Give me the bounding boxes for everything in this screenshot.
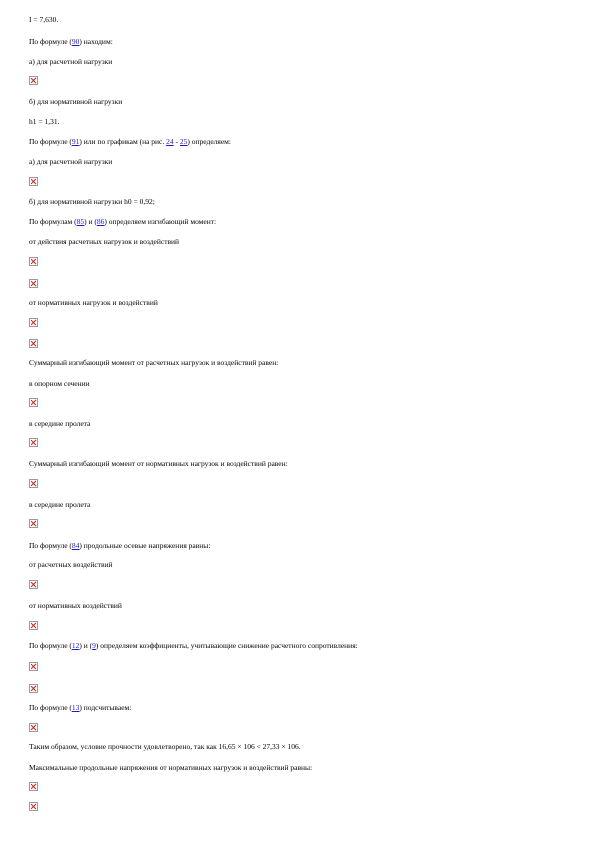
paragraph (29, 217, 216, 227)
close-x-icon (31, 440, 36, 445)
close-x-icon (31, 341, 36, 346)
formula-reference-link[interactable]: 13 (71, 703, 80, 712)
paragraph-text: ) определяем коэффициенты, учитывающие снижение расчетного сопротивления: (95, 641, 358, 650)
paragraph-text: Максимальные продольные напряжения от нормативных нагрузок и воздействий равны: (29, 763, 313, 772)
paragraph (29, 601, 122, 611)
broken-image-icon (29, 684, 38, 693)
paragraph-text: ) определяем изгибающий момент: (104, 217, 217, 226)
close-x-icon (31, 78, 36, 83)
paragraph-text: Суммарный изгибающий момент от расчетных нагрузок и воздействий равен: (29, 358, 279, 367)
paragraph-text: ) подсчитываем: (79, 703, 132, 712)
paragraph (29, 97, 122, 107)
paragraph-text: ) или по графикам (на рис. (79, 137, 167, 146)
paragraph (29, 137, 231, 147)
close-x-icon (31, 623, 36, 628)
broken-image-icon (29, 279, 38, 288)
formula-reference-link[interactable]: 91 (71, 137, 80, 146)
broken-image-icon (29, 257, 38, 266)
paragraph-text: Таким образом, условие прочности удовлетворено, так как 16,65 × 106 < 27,33 × 106. (29, 742, 301, 751)
broken-image-icon (29, 339, 38, 348)
formula-reference-link[interactable]: 86 (96, 217, 105, 226)
close-x-icon (31, 179, 36, 184)
formula-reference-link[interactable]: 24 (166, 137, 174, 146)
paragraph-text: б) для нормативной нагрузки h0 = 0,92; (29, 197, 155, 206)
paragraph (29, 298, 158, 308)
paragraph-text: h1 = 1,31. (29, 117, 60, 126)
paragraph-text: ) определяем: (187, 137, 232, 146)
broken-image-icon (29, 802, 38, 811)
paragraph-text: в опорном сечении (29, 379, 90, 388)
close-x-icon (31, 281, 36, 286)
paragraph-text: от нормативных нагрузок и воздействий (29, 298, 158, 307)
paragraph (29, 157, 112, 167)
paragraph (29, 57, 112, 67)
close-x-icon (31, 320, 36, 325)
paragraph-text: б) для нормативной нагрузки (29, 97, 123, 106)
formula-reference-link[interactable]: 84 (71, 541, 80, 550)
paragraph-text: По формулам ( (29, 217, 77, 226)
paragraph (29, 237, 179, 247)
paragraph (29, 703, 131, 713)
close-x-icon (31, 725, 36, 730)
close-x-icon (31, 521, 36, 526)
paragraph (29, 500, 90, 510)
paragraph (29, 197, 155, 207)
close-x-icon (31, 784, 36, 789)
paragraph-text: Суммарный изгибающий момент от нормативных нагрузок и воздействий равен: (29, 459, 288, 468)
broken-image-icon (29, 479, 38, 488)
paragraph-text: от расчетных воздействий (29, 560, 113, 569)
paragraph-text: ) и ( (84, 217, 97, 226)
close-x-icon (31, 582, 36, 587)
paragraph (29, 117, 59, 127)
paragraph (29, 459, 288, 469)
formula-reference-link[interactable]: 25 (179, 137, 188, 146)
broken-image-icon (29, 318, 38, 327)
paragraph-text: По формуле ( (29, 137, 72, 146)
broken-image-icon (29, 438, 38, 447)
broken-image-icon (29, 76, 38, 85)
paragraph (29, 541, 210, 551)
close-x-icon (31, 804, 36, 809)
broken-image-icon (29, 398, 38, 407)
paragraph (29, 763, 312, 773)
paragraph-text: По формуле ( (29, 641, 72, 650)
paragraph-text: в середине пролета (29, 500, 91, 509)
paragraph-text: ) и ( (79, 641, 93, 650)
broken-image-icon (29, 723, 38, 732)
paragraph-text: I = 7,630. (29, 15, 59, 24)
broken-image-icon (29, 782, 38, 791)
paragraph-text: от нормативных воздействий (29, 601, 122, 610)
paragraph-text: - (173, 137, 180, 146)
close-x-icon (31, 664, 36, 669)
paragraph (29, 358, 278, 368)
paragraph (29, 641, 358, 651)
broken-image-icon (29, 662, 38, 671)
broken-image-icon (29, 177, 38, 186)
formula-reference-link[interactable]: 12 (71, 641, 80, 650)
close-x-icon (31, 481, 36, 486)
paragraph (29, 379, 90, 389)
paragraph (29, 742, 301, 752)
paragraph-text: от действия расчетных нагрузок и воздействий (29, 237, 180, 246)
close-x-icon (31, 259, 36, 264)
broken-image-icon (29, 580, 38, 589)
paragraph (29, 419, 90, 429)
paragraph (29, 37, 113, 47)
paragraph (29, 560, 113, 570)
paragraph-text: а) для расчетной нагрузки (29, 57, 113, 66)
formula-reference-link[interactable]: 85 (76, 217, 85, 226)
paragraph-text: По формуле ( (29, 37, 72, 46)
formula-reference-link[interactable]: 90 (71, 37, 80, 46)
paragraph-text: а) для расчетной нагрузки (29, 157, 113, 166)
paragraph-text: ) продольные осевые напряжения равны: (79, 541, 211, 550)
paragraph-text: По формуле ( (29, 541, 72, 550)
paragraph-text: ) находим: (79, 37, 113, 46)
broken-image-icon (29, 621, 38, 630)
formula-reference-link[interactable]: 9 (92, 641, 96, 650)
paragraph-text: в середине пролета (29, 419, 91, 428)
close-x-icon (31, 400, 36, 405)
broken-image-icon (29, 519, 38, 528)
paragraph (29, 15, 58, 25)
close-x-icon (31, 686, 36, 691)
paragraph-text: По формуле ( (29, 703, 72, 712)
